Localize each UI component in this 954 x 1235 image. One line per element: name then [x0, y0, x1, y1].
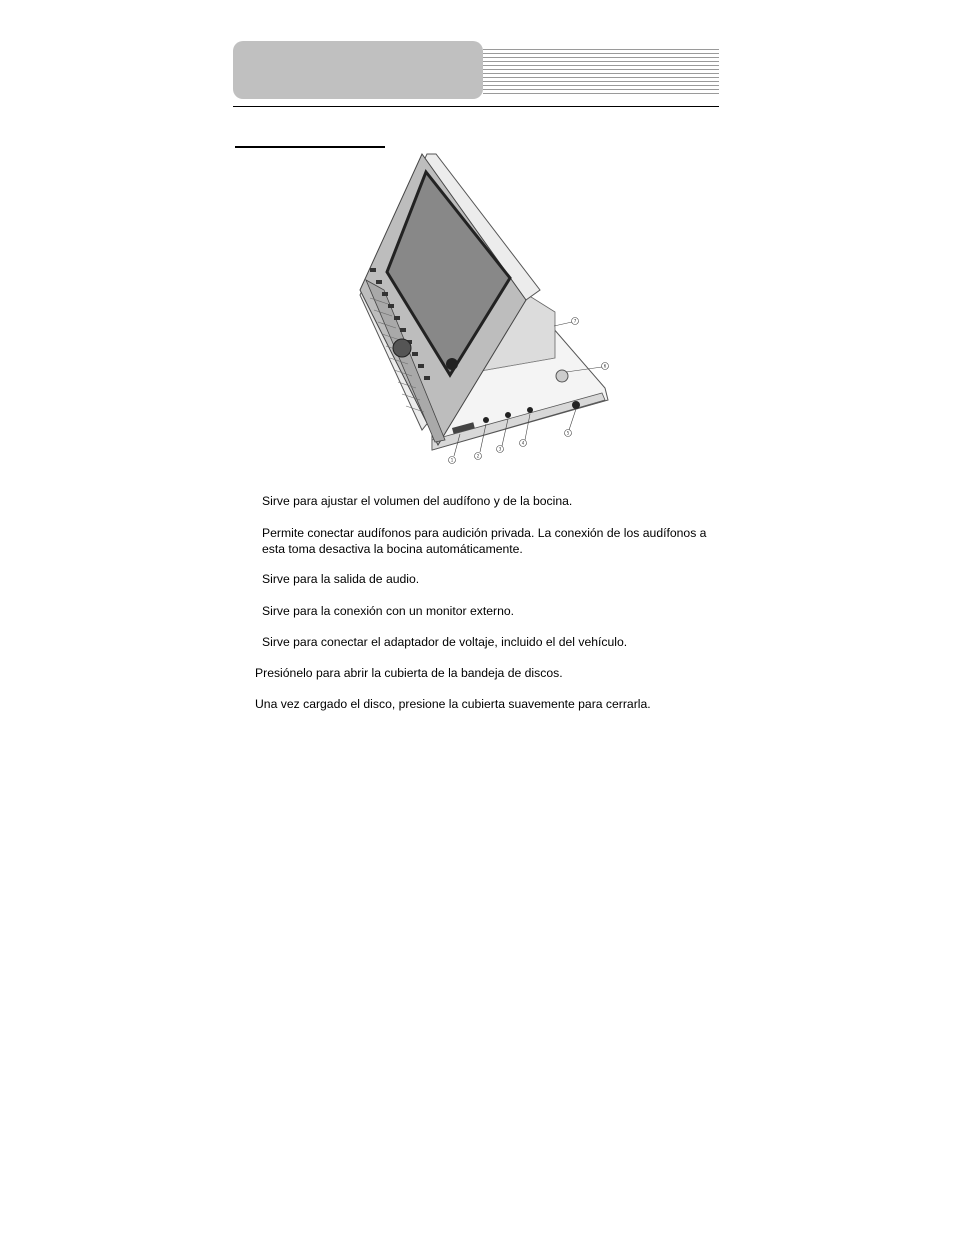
item-volume-description: Sirve para ajustar el volumen del audífono y de la bocina. [262, 494, 573, 508]
header-rule [233, 106, 719, 107]
portable-dvd-player-illustration [340, 150, 620, 466]
section-title-underline [235, 146, 385, 148]
item-audio-out-description: Sirve para la salida de audio. [262, 572, 420, 586]
callout-6-label: 6 [603, 363, 607, 369]
callout-1-label: 1 [450, 457, 454, 463]
item-open-button-description: Presiónelo para abrir la cubierta de la bandeja de discos. [255, 666, 563, 680]
callout-2-label: 2 [476, 453, 480, 459]
header-decorative-lines [483, 49, 719, 97]
item-disc-cover-description: Una vez cargado el disco, presione la cubierta suavemente para cerrarla. [255, 697, 651, 711]
callout-4-label: 4 [521, 440, 525, 446]
item-headphone-jack-description: Permite conectar audífonos para audición privada. La conexión de los audífonos a esta toma desactiva la bocina automáticamente. [262, 526, 707, 556]
item-power-jack-description: Sirve para conectar el adaptador de voltaje, incluido el del vehículo. [262, 635, 628, 649]
item-video-out-description: Sirve para la conexión con un monitor externo. [262, 604, 515, 618]
header-tab [233, 41, 483, 99]
callout-7-label: 7 [573, 318, 577, 324]
callout-3-label: 3 [498, 446, 502, 452]
callout-5-label: 5 [566, 430, 570, 436]
